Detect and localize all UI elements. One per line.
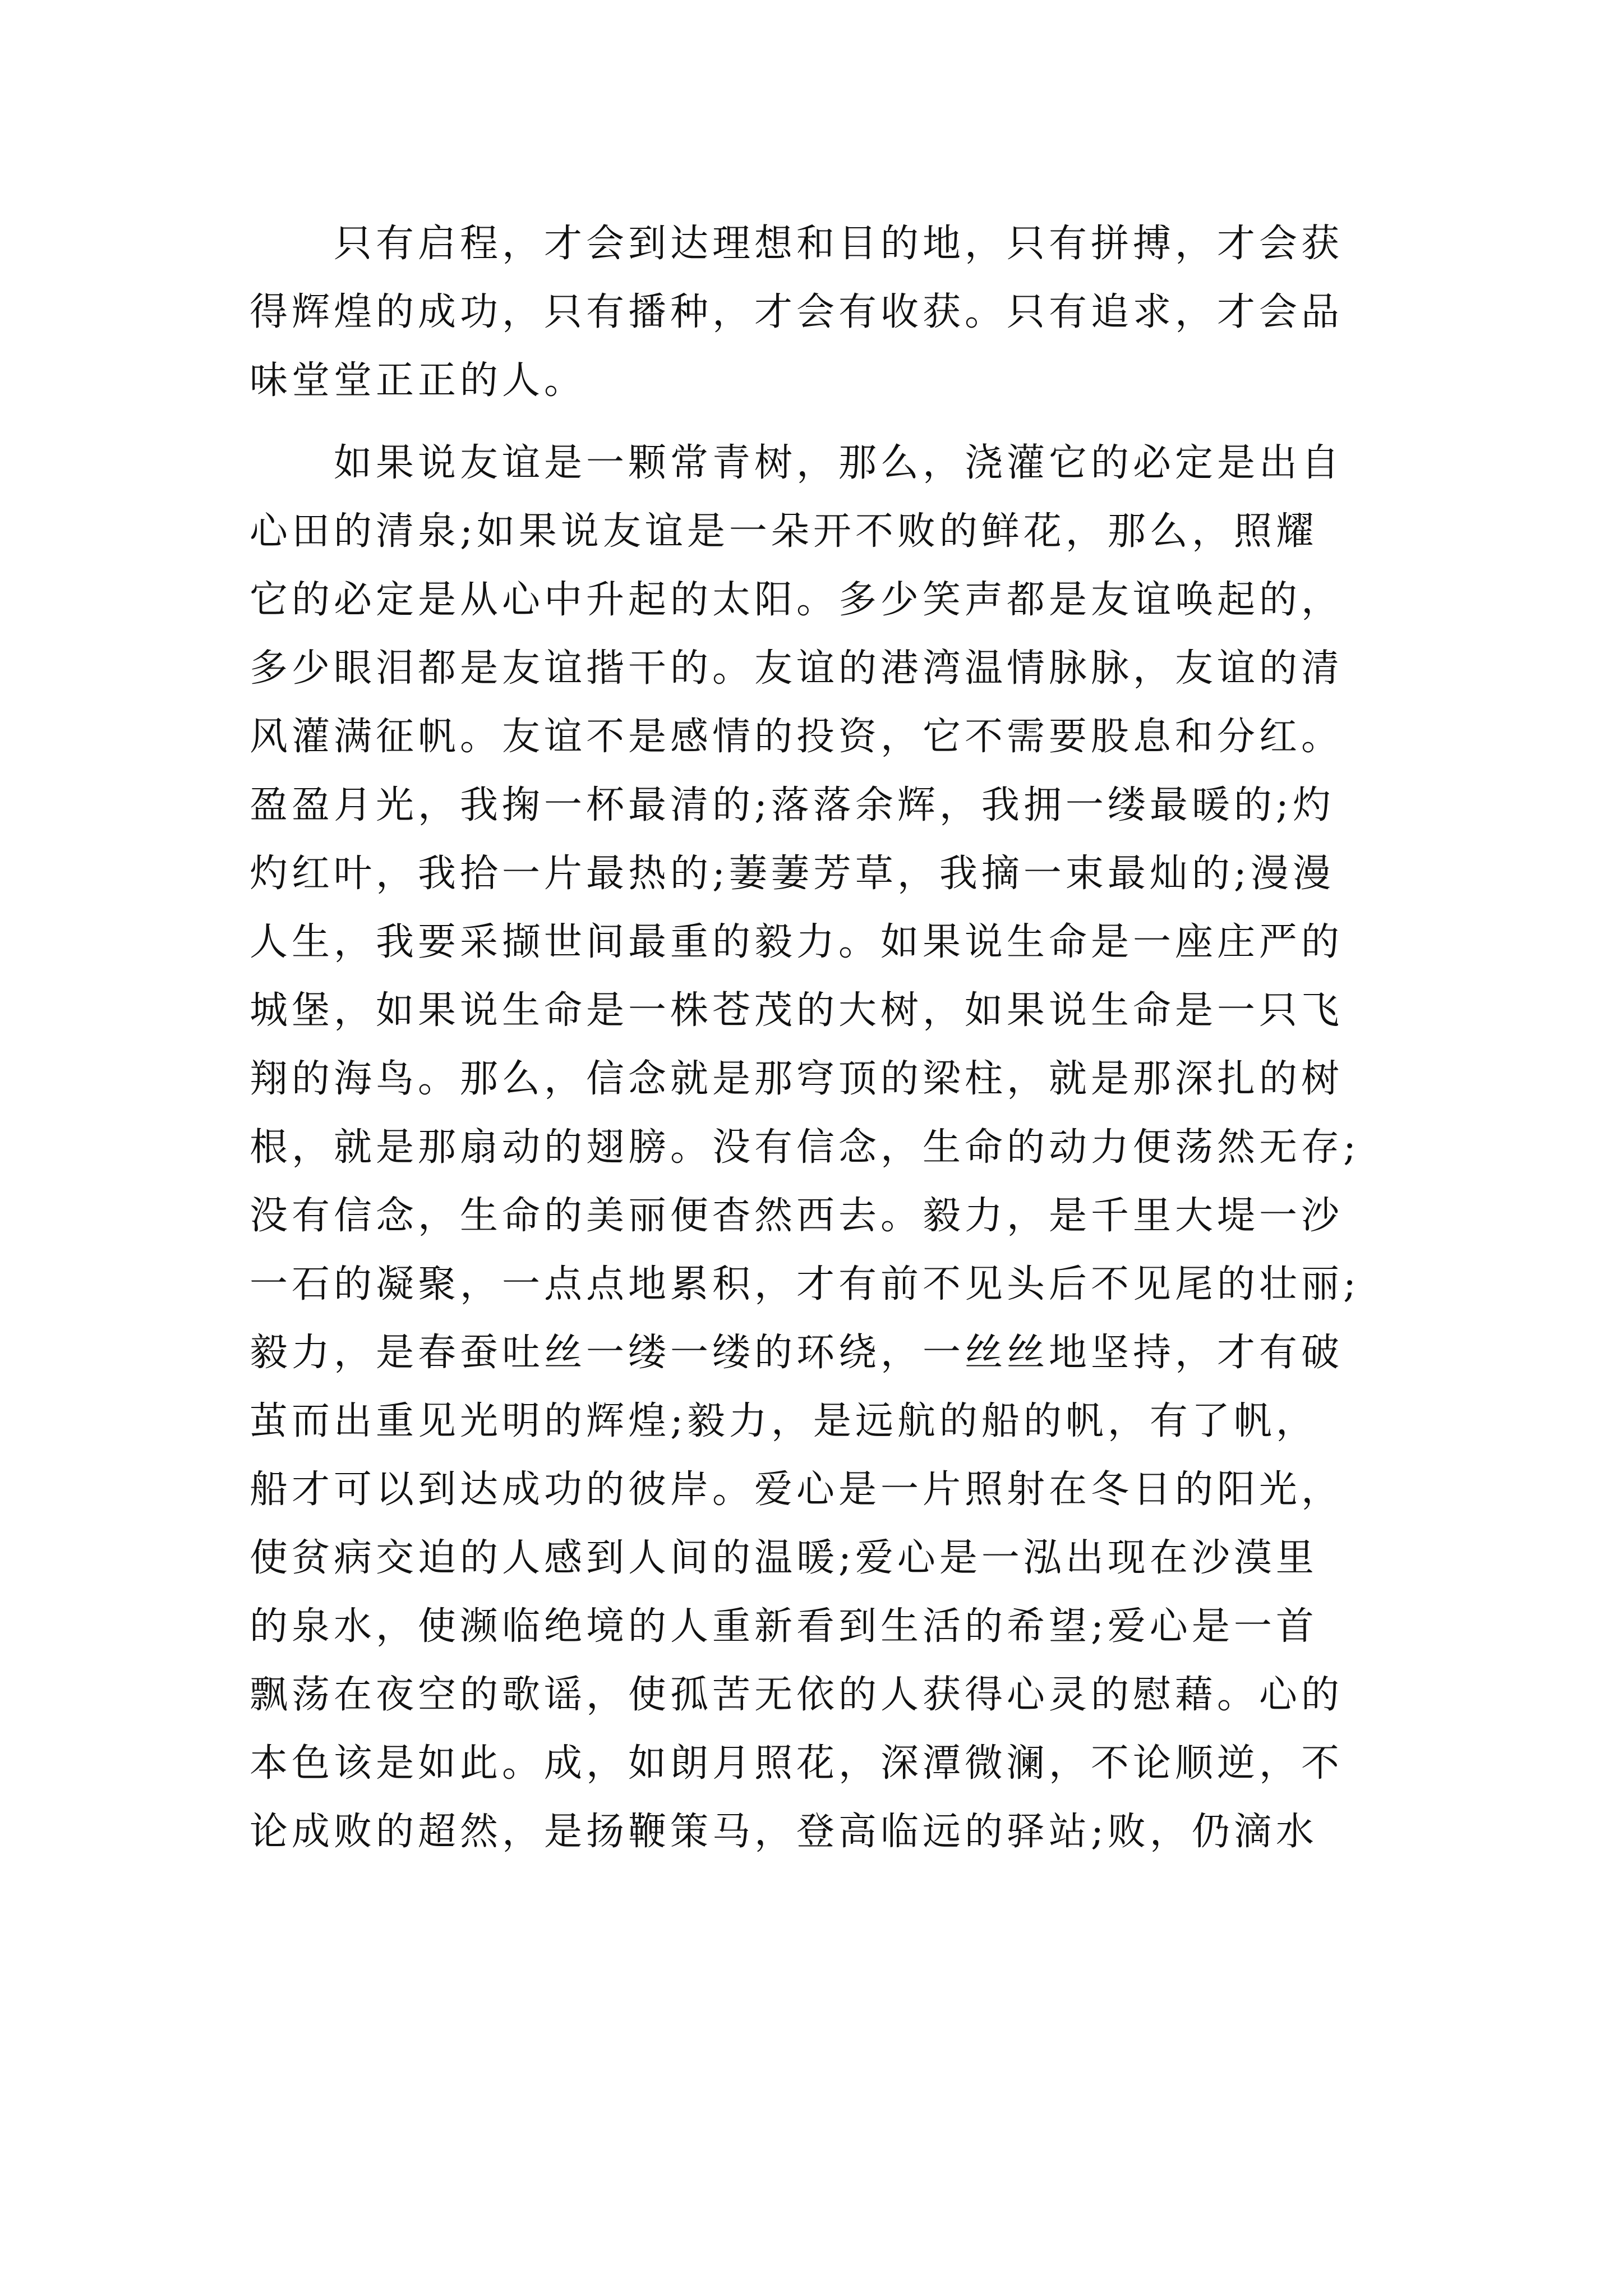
paragraph-line: 灼红叶，我拾一片最热的;萋萋芳草，我摘一束最灿的;漫漫 bbox=[250, 852, 1335, 896]
paragraph-line: 船才可以到达成功的彼岸。爱心是一片照射在冬日的阳光， bbox=[250, 1467, 1344, 1512]
paragraph-line: 味堂堂正正的人。 bbox=[250, 358, 587, 403]
paragraph-line: 一石的凝聚，一点点地累积，才有前不见头后不见尾的壮丽; bbox=[250, 1262, 1360, 1306]
paragraph-1 bbox=[250, 210, 1382, 415]
paragraph-line: 的泉水，使濒临绝境的人重新看到生活的希望;爱心是一首 bbox=[250, 1604, 1318, 1649]
paragraph-line: 盈盈月光，我掬一杯最清的;落落余辉，我拥一缕最暖的;灼 bbox=[250, 783, 1335, 827]
paragraph-line: 只有启程，才会到达理想和目的地，只有拼搏，才会获 bbox=[334, 222, 1344, 266]
paragraph-line: 使贫病交迫的人感到人间的温暖;爱心是一泓出现在沙漠里 bbox=[250, 1536, 1318, 1580]
paragraph-line: 如果说友谊是一颗常青树，那么，浇灌它的必定是出自 bbox=[334, 441, 1344, 485]
paragraph-line: 根，就是那扇动的翅膀。没有信念，生命的动力便荡然无存; bbox=[250, 1125, 1360, 1170]
paragraph-line: 翔的海鸟。那么，信念就是那穹顶的梁柱，就是那深扎的树 bbox=[250, 1057, 1344, 1101]
paragraph-line: 它的必定是从心中升起的太阳。多少笑声都是友谊唤起的， bbox=[250, 578, 1344, 622]
paragraph-line: 城堡，如果说生命是一株苍茂的大树，如果说生命是一只飞 bbox=[250, 988, 1344, 1033]
paragraph-line: 本色该是如此。成，如朗月照花，深潭微澜，不论顺逆，不 bbox=[250, 1741, 1344, 1786]
paragraph-line bbox=[250, 1866, 1382, 1935]
paragraph-line: 心田的清泉;如果说友谊是一朵开不败的鲜花，那么，照耀 bbox=[250, 509, 1318, 554]
paragraph-line: 茧而出重见光明的辉煌;毅力，是远航的船的帆，有了帆， bbox=[250, 1399, 1318, 1443]
paragraph-line: 没有信念，生命的美丽便杳然西去。毅力，是千里大堤一沙 bbox=[250, 1194, 1344, 1238]
paragraph-2 bbox=[250, 429, 1382, 1935]
paragraph-line: 论成败的超然，是扬鞭策马，登高临远的驿站;败，仍滴水 bbox=[250, 1810, 1318, 1854]
paragraph-line: 飘荡在夜空的歌谣，使孤苦无依的人获得心灵的慰藉。心的 bbox=[250, 1673, 1344, 1717]
paragraph-line: 得辉煌的成功，只有播种，才会有收获。只有追求，才会品 bbox=[250, 290, 1344, 334]
paragraph-line: 毅力，是春蚕吐丝一缕一缕的环绕，一丝丝地坚持，才有破 bbox=[250, 1331, 1344, 1375]
paragraph-line: 人生，我要采撷世间最重的毅力。如果说生命是一座庄严的 bbox=[250, 920, 1344, 964]
paragraph-line: 风灌满征帆。友谊不是感情的投资，它不需要股息和分红。 bbox=[250, 715, 1344, 759]
paragraph-line: 多少眼泪都是友谊揩干的。友谊的港湾温情脉脉，友谊的清 bbox=[250, 646, 1344, 691]
